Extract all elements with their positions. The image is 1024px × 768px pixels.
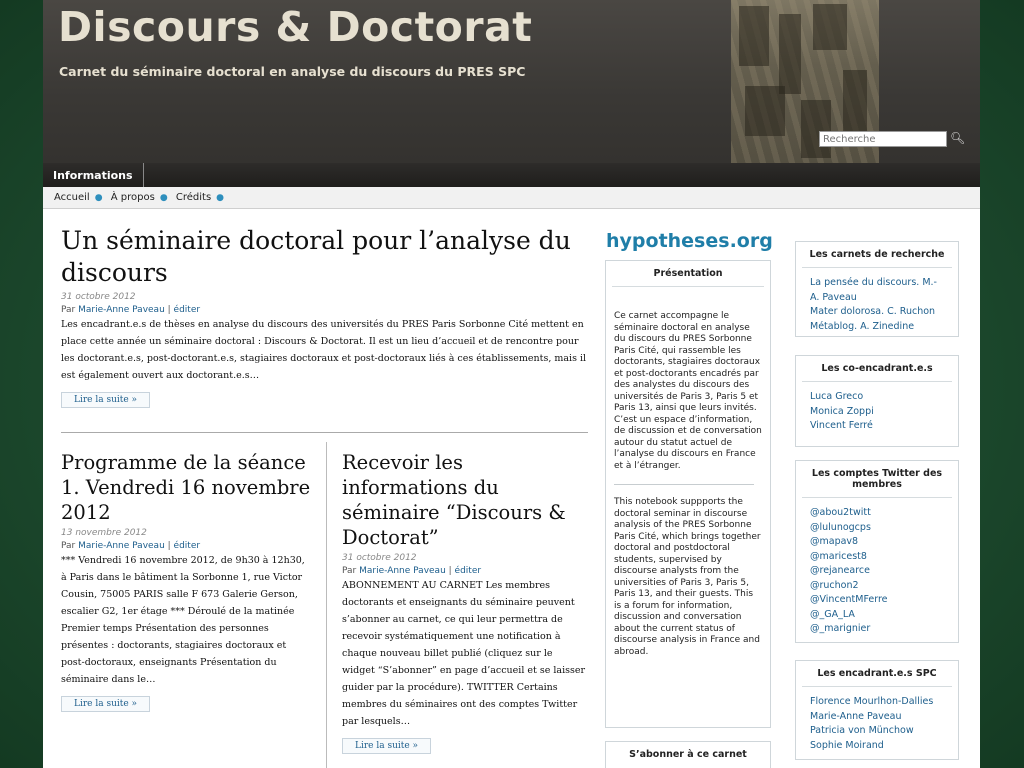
post-date: 31 octobre 2012 [342, 553, 417, 563]
person-link[interactable]: Luca Greco [810, 391, 864, 402]
divider [61, 432, 588, 433]
search-icon[interactable]: 🔍︎ [950, 131, 966, 145]
person-link[interactable]: Marie-Anne Paveau [810, 710, 902, 722]
author-link[interactable]: Marie-Anne Paveau [78, 541, 165, 551]
post-card [61, 450, 311, 712]
post-date: 13 novembre 2012 [61, 528, 147, 538]
carnet-link[interactable]: La pensée du discours. M.-A. Paveau [810, 277, 937, 303]
by-label: Par [61, 305, 76, 315]
carnets-widget [795, 241, 959, 337]
widget-title: Les encadrant.e.s SPC [802, 661, 952, 687]
presentation-widget [605, 260, 771, 728]
bullet-icon: ● [159, 193, 168, 203]
tab-informations[interactable]: Informations [43, 163, 144, 187]
twitter-widget [795, 460, 959, 643]
bullet-icon: ● [94, 193, 103, 203]
search-input[interactable] [819, 131, 947, 147]
edit-link[interactable]: éditer [454, 566, 482, 576]
twitter-link[interactable]: @_marignier [810, 623, 871, 634]
edit-link[interactable]: éditer [173, 305, 201, 315]
browser-page [43, 0, 980, 768]
site-title[interactable]: Discours & Doctorat [58, 3, 533, 51]
twitter-link[interactable]: @_GA_LA [810, 608, 855, 620]
hypotheses-logo[interactable]: hypotheses.org [606, 230, 773, 252]
subscribe-widget [605, 741, 771, 768]
twitter-link[interactable]: @maricest8 [810, 550, 867, 562]
divider [614, 484, 754, 485]
twitter-link[interactable]: @VincentMFerre [810, 594, 888, 605]
post-excerpt: ABONNEMENT AU CARNET Les membres doctorants et enseignants du séminaire peuvent s’abonner au carnet, ce qui leur permettra de recevoir systématiquement une notification à chaque nouveau billet publié (cliquez sur le widget “S’abonner” en page d’accueil et se laisser guider par la procédure). TWITTER Certains membres du séminaires ont des comptes Twitter par lesquels… [342, 580, 586, 727]
person-link[interactable]: Vincent Ferré [810, 420, 873, 431]
read-more-button[interactable]: Lire la suite » [61, 696, 150, 712]
read-more-button[interactable]: Lire la suite » [61, 392, 150, 408]
author-link[interactable]: Marie-Anne Paveau [359, 566, 446, 576]
post-title[interactable]: Programme de la séance 1. Vendredi 16 novembre 2012 [61, 451, 311, 524]
post-excerpt: Les encadrant.e.s de thèses en analyse du discours des universités du PRES Paris Sorbonne Cité mettent en place cette année un séminaire doctoral : Discours & Doctorat. Il est un lieu d’accueil et de rencontre pour les doctorant.e.s, post-doctorant.e.s, stagiaires doctoraux et post-doctoraux liés à ces établissements, mais il est également ouvert aux doctorant.e.s… [61, 319, 587, 381]
author-link[interactable]: Marie-Anne Paveau [78, 305, 165, 315]
by-label: Par [342, 566, 357, 576]
post-card [342, 450, 586, 754]
bullet-icon: ● [216, 193, 225, 203]
site-header [43, 0, 980, 163]
post-excerpt: *** Vendredi 16 novembre 2012, de 9h30 à 12h30, à Paris dans le bâtiment la Sorbonne 1, rue Victor Cousin, 75005 PARIS salle F 673 Galerie Gerson, escalier G2, 1er étage *** Déroulé de la matinée Premier temps Présentation des personnes présentes : doctorants, stagiaires doctoraux et post-doctoraux, enseignants Présentation du séminaire dans le… [61, 555, 305, 685]
post-byline: Par Marie-Anne Paveau | éditer [61, 305, 201, 315]
post-title[interactable]: Un séminaire doctoral pour l’analyse du discours [61, 226, 571, 287]
subscribe-title[interactable]: S’abonner à ce carnet [629, 749, 747, 760]
post-title[interactable]: Recevoir les informations du séminaire “Discours & Doctorat” [342, 451, 566, 549]
widget-title: Présentation [612, 261, 764, 287]
edit-link[interactable]: éditer [173, 541, 201, 551]
by-label: Par [61, 541, 76, 551]
person-link[interactable]: Monica Zoppi [810, 405, 874, 417]
coencadrants-widget [795, 355, 959, 447]
presentation-text-fr: Ce carnet accompagne le séminaire doctoral en analyse du discours du PRES Sorbonne Paris Cité, qui rassemble les doctorants, stagiaires doctoraux et post-doctorants encadrés par des analystes du discours des universités de Paris 3, Paris 5 et Paris 13, ainsi que leurs invités. C’est un espace d’information, de discussion et de conversation autour du statut actuel de l’analyse du discours en France et à l’étranger. [614, 311, 762, 471]
person-link[interactable]: Sophie Moirand [810, 739, 884, 751]
widget-title: Les co-encadrant.e.s [802, 356, 952, 382]
twitter-link[interactable]: @mapav8 [810, 536, 859, 547]
site-subtitle: Carnet du séminaire doctoral en analyse du discours du PRES SPC [59, 64, 526, 79]
main-nav [43, 163, 980, 187]
post-byline: Par Marie-Anne Paveau | éditer [342, 566, 482, 576]
widget-title: Les comptes Twitter des membres [802, 461, 952, 498]
twitter-link[interactable]: @abou2twitt [810, 507, 871, 518]
featured-post [61, 225, 589, 408]
twitter-link[interactable]: @ruchon2 [810, 579, 859, 591]
twitter-link[interactable]: @lulunogcps [810, 521, 871, 533]
encadrants-widget [795, 660, 959, 760]
column-divider [326, 442, 327, 768]
twitter-link[interactable]: @rejanearce [810, 565, 870, 576]
widget-title: Les carnets de recherche [802, 242, 952, 268]
presentation-text-en: This notebook suppports the doctoral seminar in discourse analysis of the PRES Sorbonne Paris Cité, which brings together doctoral and postdoctoral students, supervised by discourse analysts from the universities of Paris 3, Paris 5, Paris 13, and their guests. This is a forum for information, discussion and conversation about the current status of discourse analysis in France and abroad. [614, 497, 761, 657]
person-link[interactable]: Florence Mourlhon-Dallies [810, 696, 934, 707]
carnet-link[interactable]: Métablog. A. Zinedine [810, 320, 915, 332]
sub-nav [43, 187, 980, 209]
subnav-item-apropos[interactable]: À propos [110, 192, 155, 203]
post-byline: Par Marie-Anne Paveau | éditer [61, 541, 201, 551]
read-more-button[interactable]: Lire la suite » [342, 738, 431, 754]
post-date: 31 octobre 2012 [61, 292, 136, 302]
person-link[interactable]: Patricia von Münchow [810, 725, 914, 736]
carnet-link[interactable]: Mater dolorosa. C. Ruchon [810, 306, 936, 317]
subnav-item-credits[interactable]: Crédits [175, 192, 212, 203]
subnav-item-accueil[interactable]: Accueil [54, 192, 90, 203]
